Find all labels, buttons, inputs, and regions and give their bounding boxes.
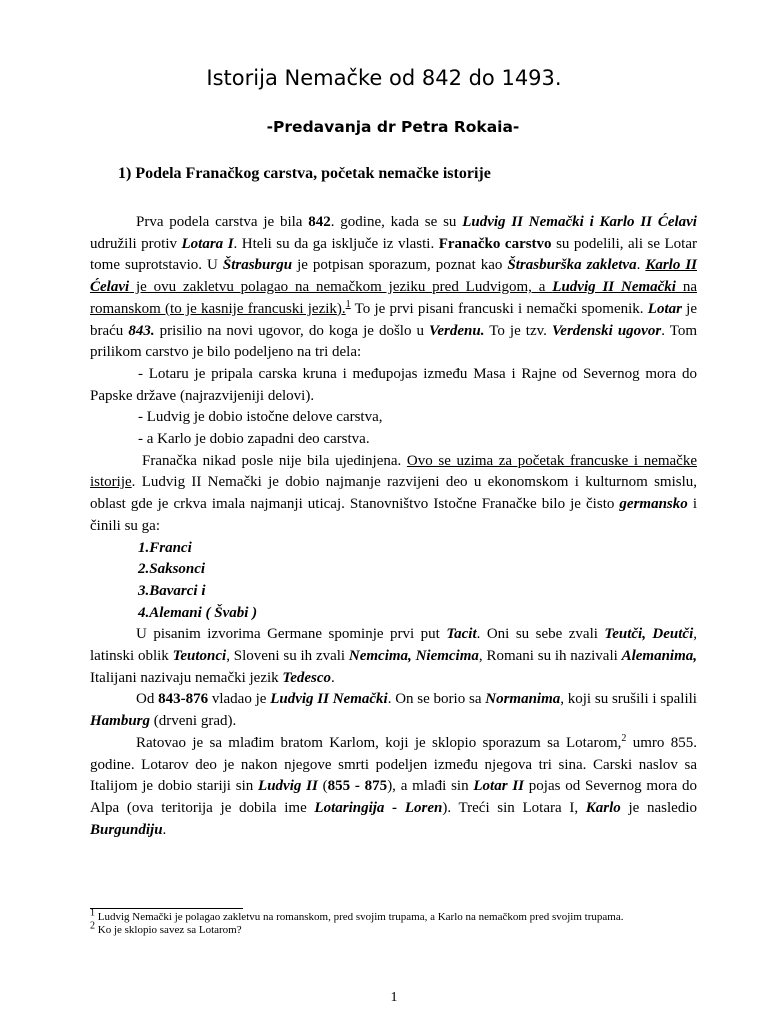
text-run: . Oni su sebe zvali (476, 626, 605, 643)
emphasis-burgundija: Burgundiju (90, 821, 163, 838)
emphasis-ludvig-nemacki: Ludvig II Nemački (270, 691, 388, 708)
text-run: Italijani nazivaju nemački jezik (90, 669, 283, 686)
footnote-text: Ludvig Nemački je polagao zakletvu na romanskom, pred svojim trupama, a Karlo na nemačkom pred svojim trupama. (95, 911, 624, 923)
emphasis-strasburg: Štrasburgu (222, 257, 293, 274)
underlined-text: Ovo se uzima za početak francuske i nemačke istorije (90, 452, 697, 491)
footnote-ref-2[interactable]: 2 (621, 732, 627, 744)
emphasis-tedesco: Tedesco (282, 669, 332, 686)
paragraph-names (90, 624, 697, 689)
years-855-875: 855 - 875 (327, 778, 388, 795)
emphasis-franacko-carstvo: Franačko carstvo (438, 235, 552, 252)
footnote-ref-1[interactable]: 1 (345, 298, 351, 310)
text-run: je nasledio (620, 799, 697, 816)
page-number: 1 (390, 990, 398, 1005)
underlined-text: na romanskom (to je kasnije francuski jezik). (90, 279, 697, 317)
paragraph-lotar-sons (90, 733, 697, 842)
paragraph-first-division (90, 212, 697, 364)
emphasis-karlo-celavi: Karlo II Ćelavi (90, 257, 698, 296)
text-run: . Ludvig II Nemački je dobio najmanje razvijeni deo u ekonomskom i kulturnom smislu, oblast gde je crkva imala najmanji uticaj. Stanovništvo Istočne Franačke bilo je čisto (90, 474, 697, 513)
text-run: . (331, 669, 335, 686)
list-item: 4.Alemani ( Švabi ) (138, 604, 258, 621)
emphasis-hamburg: Hamburg (90, 713, 151, 730)
year-843: 843. (128, 322, 155, 339)
text-run: ( (317, 778, 328, 795)
footnotes (90, 907, 697, 937)
emphasis-lotara: Lotara I (181, 235, 234, 252)
emphasis-tacit: Tacit (446, 626, 477, 643)
dash-item-karlo: - a Karlo je dobio zapadni deo carstva. (138, 431, 370, 448)
text-run: je potpisan sporazum, poznat kao (292, 257, 508, 274)
emphasis-normanima: Normanima (485, 691, 561, 708)
text-run: udružili protiv (90, 235, 182, 252)
document-subtitle: -Predavanja dr Petra Rokaia- (266, 118, 520, 136)
emphasis-germansko: germansko (619, 496, 688, 513)
text-run: . (636, 257, 646, 274)
emphasis-ludvig-ii: Ludvig II (258, 778, 318, 795)
paragraph-ludvig-reign (90, 689, 697, 732)
paragraph-beginning-history (90, 451, 697, 538)
text-run: . Hteli su da ga isključe iz vlasti. (233, 235, 439, 252)
footnote-2 (90, 920, 697, 937)
emphasis-ludvig-karlo: Ludvig II Nemački i Karlo II Ćelavi (462, 214, 697, 230)
text-run: . (162, 821, 167, 838)
text-run: U pisanim izvorima Germane spominje prvi put (136, 626, 447, 643)
text-run: prisilio na novi ugovor, do koga je došlo u (154, 322, 430, 339)
dash-item-ludvig: - Ludvig je dobio istočne delove carstva, (138, 409, 383, 426)
emphasis-teutonci: Teutonci (172, 648, 227, 665)
dash-item-lotar: - Lotaru je pripala carska kruna i međupojas između Masa i Rajne od Severnog mora do Papske države (najrazvijeniji delovi). (90, 365, 697, 404)
text-run: ), a mlađi sin (387, 778, 474, 795)
text-run: ). Treći sin Lotara I, (442, 799, 586, 816)
emphasis-lotar-ii: Lotar II (473, 778, 524, 795)
text-run: Od (136, 691, 159, 708)
underlined-text: je ovu zakletvu polagao na nemačkom jeziku pred Ludvigom, a (129, 279, 553, 296)
list-item: 3.Bavarci i (138, 582, 206, 599)
years-843-876: 843-876 (158, 691, 209, 708)
text-run: . Tom prilikom carstvo je bilo podeljeno na tri dela: (90, 322, 697, 361)
text-run: Prva podela carstva je bila (136, 214, 309, 230)
document-title: Istorija Nemačke od 842 do 1493. (206, 66, 562, 90)
emphasis-teutci: Teutči, Deutči (604, 626, 694, 643)
text-run: vladao je (208, 691, 271, 708)
text-run: To je tzv. (484, 322, 552, 339)
emphasis-lotar: Lotar (647, 300, 682, 317)
text-run: , Romani su ih nazivali (478, 648, 622, 665)
text-run: . On se borio sa (387, 691, 486, 708)
text-run: umro 855. godine. Lotarov deo je nakon njegove smrti podeljen između njegova tri sina. Carski naslov sa Italijom je dobio stariji sin (90, 734, 697, 795)
list-item: 1.Franci (138, 539, 192, 556)
text-run: , Sloveni su ih zvali (226, 648, 349, 665)
emphasis-karlo: Karlo (585, 799, 621, 816)
text-run: su podelili, ali se Lotar tome suprotstavio. U (90, 235, 697, 274)
year-842: 842 (308, 214, 331, 230)
footnote-number: 1 (90, 907, 95, 919)
emphasis-strasburska-zakletva: Štrasburška zakletva (507, 257, 637, 274)
text-run: pojas od Severnog mora do Alpa (ova teritorija je dobila ime (90, 778, 698, 816)
emphasis-nemcima: Nemcima, Niemcima (348, 648, 479, 665)
text-run: , latinski oblik (90, 626, 698, 665)
text-run: . godine, kada se su (330, 214, 463, 230)
text-run: Ratovao je sa mlađim bratom Karlom, koji je sklopio sporazum sa Lotarom, (136, 734, 622, 751)
emphasis-verden: Verdenu. (429, 322, 485, 339)
emphasis-alemanima: Alemanima, (621, 648, 698, 665)
emphasis-verdenski-ugovor: Verdenski ugovor (551, 322, 662, 339)
text-run: i činili su ga: (90, 496, 697, 534)
emphasis-ludvig-nemacki: Ludvig II Nemački (552, 279, 676, 296)
text-run: Franačka nikad posle nije bila ujedinjena. (142, 452, 407, 469)
text-run: je braću (90, 300, 698, 339)
text-run: , koji su srušili i spalili (560, 691, 697, 708)
emphasis-lotaringija: Lotaringija - Loren (314, 799, 443, 816)
footnote-number: 2 (90, 920, 95, 932)
footnote-separator (90, 908, 243, 909)
footnote-text: Ko je sklopio savez sa Lotarom? (95, 924, 242, 936)
text-run: To je prvi pisani francuski i nemački spomenik. (350, 300, 648, 317)
list-item: 2.Saksonci (138, 561, 206, 578)
body-text (90, 212, 697, 841)
section-heading: 1) Podela Franačkog carstva, početak nemačke istorije (118, 165, 491, 182)
footnote-1 (90, 907, 697, 924)
text-run: (drveni grad). (150, 713, 237, 730)
